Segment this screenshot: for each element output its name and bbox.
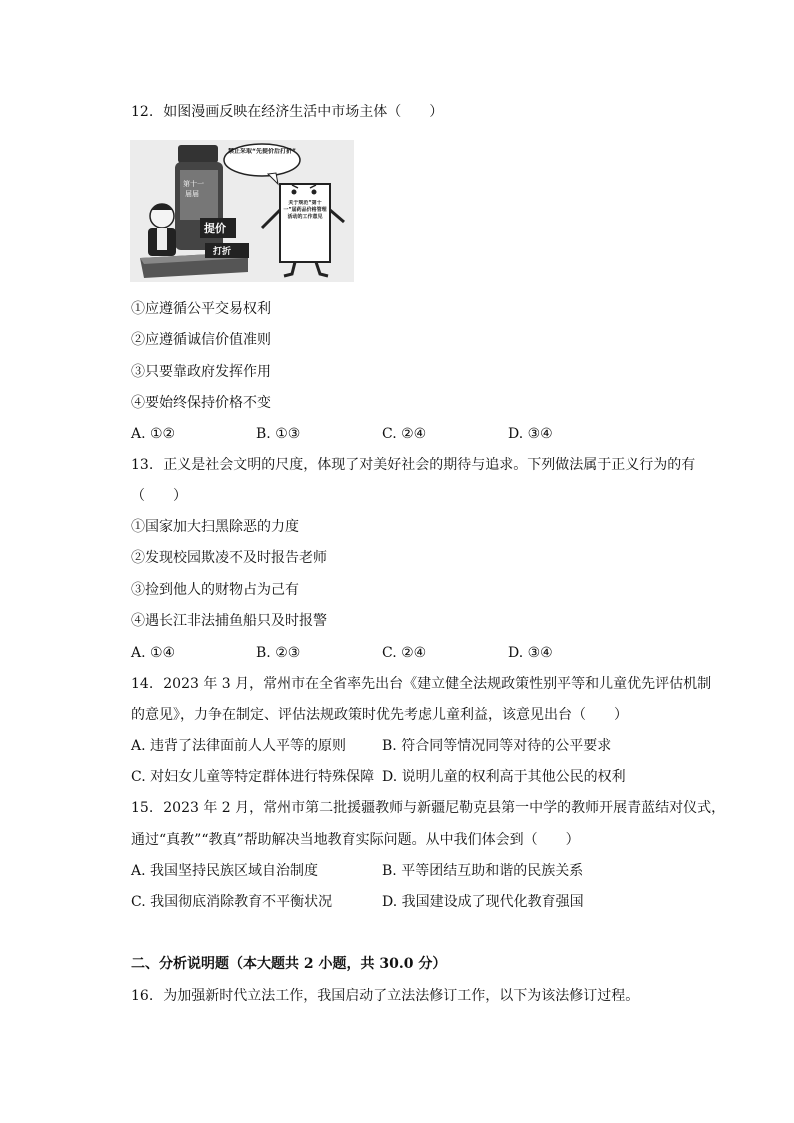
q16-stem-line <box>131 986 639 1006</box>
q12-stem-line <box>131 102 443 122</box>
section-2-title: 二、分析说明题（本大题共 2 小题，共 30.0 分） <box>131 956 447 972</box>
q14-stem-1: 2023 年 3 月，常州市在全省率先出台《建立健全法规政策性别平等和儿童优先评估机制 <box>163 676 712 692</box>
q14-option-a: A. 违背了法律面前人人平等的原则 <box>131 738 347 754</box>
cartoon-document-text: 关于规范“第十一”届药品价格管理活动的工作意见 <box>283 200 327 220</box>
q13-option-c: C. ②④ <box>382 645 427 661</box>
q13-option-a: A. ①④ <box>131 645 176 661</box>
q14-stem-2: 的意见》，力争在制定、评估法规政策时优先考虑儿童利益，该意见出台（ ） <box>131 707 628 723</box>
q13-statement-3: ③捡到他人的财物占为己有 <box>131 582 299 598</box>
q13-stem-1: 正义是社会文明的尺度，体现了对美好社会的期待与追求。下列做法属于正义行为的有 <box>163 457 696 473</box>
q12-option-c: C. ②④ <box>382 426 427 442</box>
q15-option-b: B. 平等团结互助和谐的民族关系 <box>382 863 584 879</box>
q12-option-d: D. ③④ <box>508 426 553 442</box>
q13-option-d: D. ③④ <box>508 645 553 661</box>
q12-number: 12. <box>131 104 154 120</box>
q13-statement-4: ④遇长江非法捕鱼船只及时报警 <box>131 613 327 629</box>
cartoon-tag-text: 打折 <box>213 247 232 257</box>
q12-statement-4: ④要始终保持价格不变 <box>131 395 271 411</box>
q14-option-d: D. 说明儿童的权利高于其他公民的权利 <box>382 769 626 785</box>
q12-cartoon <box>130 140 354 282</box>
q12-option-a: A. ①② <box>131 426 176 442</box>
q15-stem-line <box>131 798 725 818</box>
q12-option-b: B. ①③ <box>256 426 301 442</box>
q13-statement-2: ②发现校园欺凌不及时报告老师 <box>131 550 327 566</box>
q15-option-a: A. 我国坚持民族区域自治制度 <box>131 863 319 879</box>
q14-option-b: B. 符合同等情况同等对待的公平要求 <box>382 738 612 754</box>
q15-stem-1: 2023 年 2 月，常州市第二批援疆教师与新疆尼勒克县第一中学的教师开展青蓝结对仪式， <box>163 800 726 816</box>
cartoon-bottle-label: 第十一 <box>183 180 204 188</box>
cartoon-hand-text: 提价 <box>204 222 226 235</box>
q15-stem-2: 通过“真教”“教真”帮助解决当地教育实际问题。从中我们体会到（ ） <box>131 832 580 848</box>
q16-stem: 为加强新时代立法工作，我国启动了立法法修订工作，以下为该法修订过程。 <box>163 988 640 1004</box>
q14-option-c: C. 对妇女儿童等特定群体进行特殊保障 <box>131 769 375 785</box>
q12-statement-1: ①应遵循公平交易权利 <box>131 301 271 317</box>
q13-statement-1: ①国家加大扫黑除恶的力度 <box>131 519 299 535</box>
cartoon-speech: 禁止采取“先提价后打折” <box>228 148 296 155</box>
q12-stem: 如图漫画反映在经济生活中市场主体（ ） <box>163 104 444 120</box>
q14-stem-line <box>131 674 711 694</box>
q13-stem-line <box>131 455 695 475</box>
q15-option-c: C. 我国彻底消除教育不平衡状况 <box>131 894 333 910</box>
q14-number: 14. <box>131 676 154 692</box>
q16-number: 16. <box>131 988 154 1004</box>
q13-stem-2: （ ） <box>131 488 187 504</box>
q15-number: 15. <box>131 800 154 816</box>
q15-option-d: D. 我国建设成了现代化教育强国 <box>382 894 584 910</box>
q13-option-b: B. ②③ <box>256 645 301 661</box>
q12-statement-2: ②应遵循诚信价值准则 <box>131 332 271 348</box>
q13-number: 13. <box>131 457 154 473</box>
cartoon-bottle-label-2: 届届 <box>185 190 199 198</box>
q12-statement-3: ③只要靠政府发挥作用 <box>131 364 271 380</box>
